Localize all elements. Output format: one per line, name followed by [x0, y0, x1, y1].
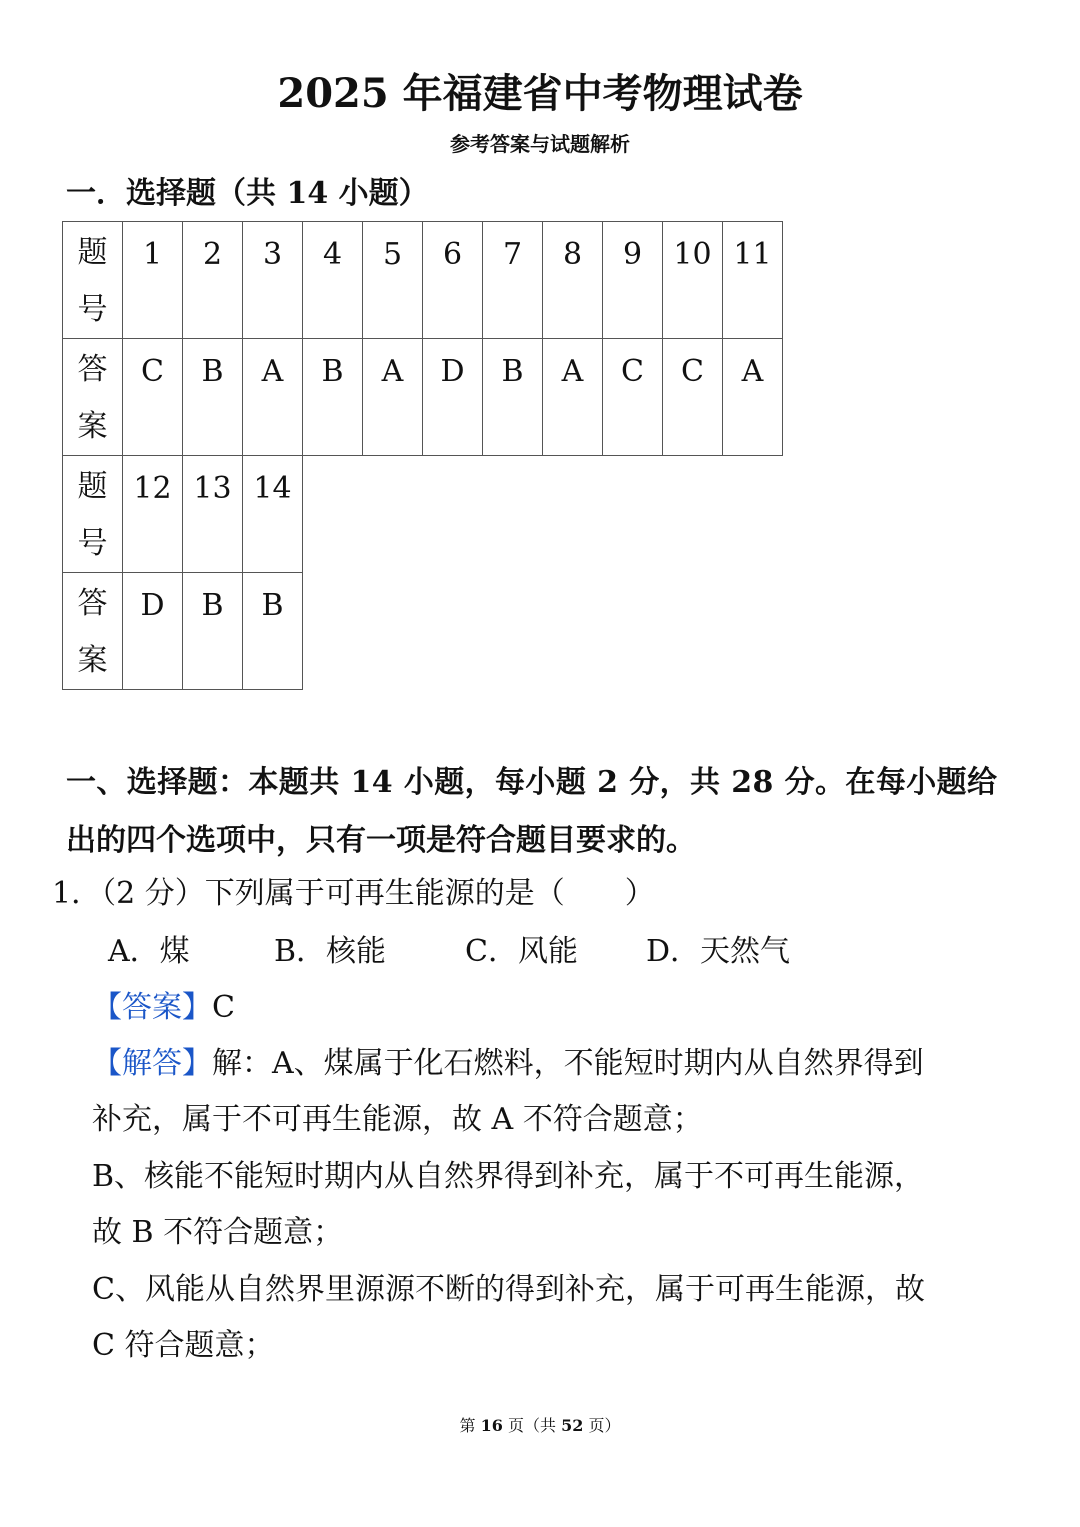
table-cell: D — [123, 573, 183, 690]
answer-tag: 【答案】 — [92, 990, 212, 1025]
table-cell: B — [483, 339, 543, 456]
heading-line: 出的四个选项中，只有一项是符合题目要求的。 — [66, 823, 696, 858]
table-cell: 6 — [423, 222, 483, 339]
table-cell: A — [363, 339, 423, 456]
section-heading: 一．选择题（共 14 小题） — [66, 176, 429, 211]
label-char: 号 — [77, 526, 108, 561]
page-subtitle: 参考答案与试题解析 — [450, 132, 630, 156]
table-cell: D — [423, 339, 483, 456]
table-row-numbers-2 — [63, 456, 783, 573]
table-cell: 14 — [243, 456, 303, 573]
table-cell: 2 — [183, 222, 243, 339]
label-text — [63, 575, 122, 689]
question-stem: 1．（2 分）下列属于可再生能源的是（ ） — [52, 876, 655, 911]
explanation-line: C 符合题意； — [92, 1328, 275, 1363]
table-cell: B — [243, 573, 303, 690]
explanation-tag: 【解答】 — [92, 1046, 212, 1081]
explanation-text: 解：A、煤属于化石燃料，不能短时期内从自然界得到 — [212, 1046, 924, 1081]
label-answer — [63, 573, 123, 690]
table-empty-space — [303, 456, 783, 573]
label-question-number — [63, 456, 123, 573]
answer-table — [62, 221, 783, 690]
label-char: 号 — [77, 292, 108, 327]
table-cell: A — [723, 339, 783, 456]
table-cell: 8 — [543, 222, 603, 339]
table-cell: 10 — [663, 222, 723, 339]
table-cell: 1 — [123, 222, 183, 339]
table-cell: C — [603, 339, 663, 456]
footer-suffix: 页） — [588, 1416, 621, 1435]
table-cell: 9 — [603, 222, 663, 339]
table-cell: B — [303, 339, 363, 456]
label-question-number — [63, 222, 123, 339]
table-cell: 7 — [483, 222, 543, 339]
explanation-line: 故 B 不符合题意； — [92, 1215, 344, 1250]
table-cell: C — [123, 339, 183, 456]
explanation-line: C、风能从自然界里源源不断的得到补充，属于可再生能源，故 — [92, 1272, 925, 1307]
label-text — [63, 224, 122, 338]
table-cell: 12 — [123, 456, 183, 573]
label-char: 案 — [77, 643, 108, 678]
page-title: 2025 年福建省中考物理试卷 — [277, 70, 803, 117]
option-a: A．煤 — [108, 934, 190, 969]
heading-line: 一、选择题：本题共 14 小题，每小题 2 分，共 28 分。在每小题给 — [66, 765, 998, 800]
explanation-line — [92, 1038, 924, 1090]
explanation-line: B、核能不能短时期内从自然界得到补充，属于不可再生能源， — [92, 1159, 925, 1194]
table-cell: A — [243, 339, 303, 456]
table-cell: B — [183, 573, 243, 690]
table-row-answers-2 — [63, 573, 783, 690]
option-c: C．风能 — [465, 934, 578, 969]
table-cell: B — [183, 339, 243, 456]
explanation-line: 补充，属于不可再生能源，故 A 不符合题意； — [92, 1102, 703, 1137]
table-cell: C — [663, 339, 723, 456]
label-char: 案 — [77, 409, 108, 444]
footer-prefix: 第 — [459, 1416, 476, 1435]
question-section-heading — [66, 754, 1026, 870]
label-answer — [63, 339, 123, 456]
table-cell: 13 — [183, 456, 243, 573]
table-row-numbers-1 — [63, 222, 783, 339]
label-text — [63, 458, 122, 572]
label-char: 答 — [77, 586, 108, 621]
label-char: 答 — [77, 352, 108, 387]
table-cell: 5 — [363, 222, 423, 339]
table-cell: A — [543, 339, 603, 456]
table-empty-space — [303, 573, 783, 690]
footer-page-number: 16 — [480, 1416, 503, 1435]
label-text — [63, 341, 122, 455]
answer-line — [92, 982, 235, 1034]
table-cell: 3 — [243, 222, 303, 339]
option-d: D．天然气 — [646, 934, 791, 969]
label-char: 题 — [77, 469, 108, 504]
option-b: B．核能 — [274, 934, 387, 969]
table-row-answers-1 — [63, 339, 783, 456]
table-cell: 11 — [723, 222, 783, 339]
footer-middle: 页（共 — [507, 1416, 556, 1435]
label-char: 题 — [77, 235, 108, 270]
table-cell: 4 — [303, 222, 363, 339]
answer-value: C — [212, 990, 235, 1025]
page-footer — [0, 1414, 1080, 1438]
footer-total-pages: 52 — [561, 1416, 584, 1435]
